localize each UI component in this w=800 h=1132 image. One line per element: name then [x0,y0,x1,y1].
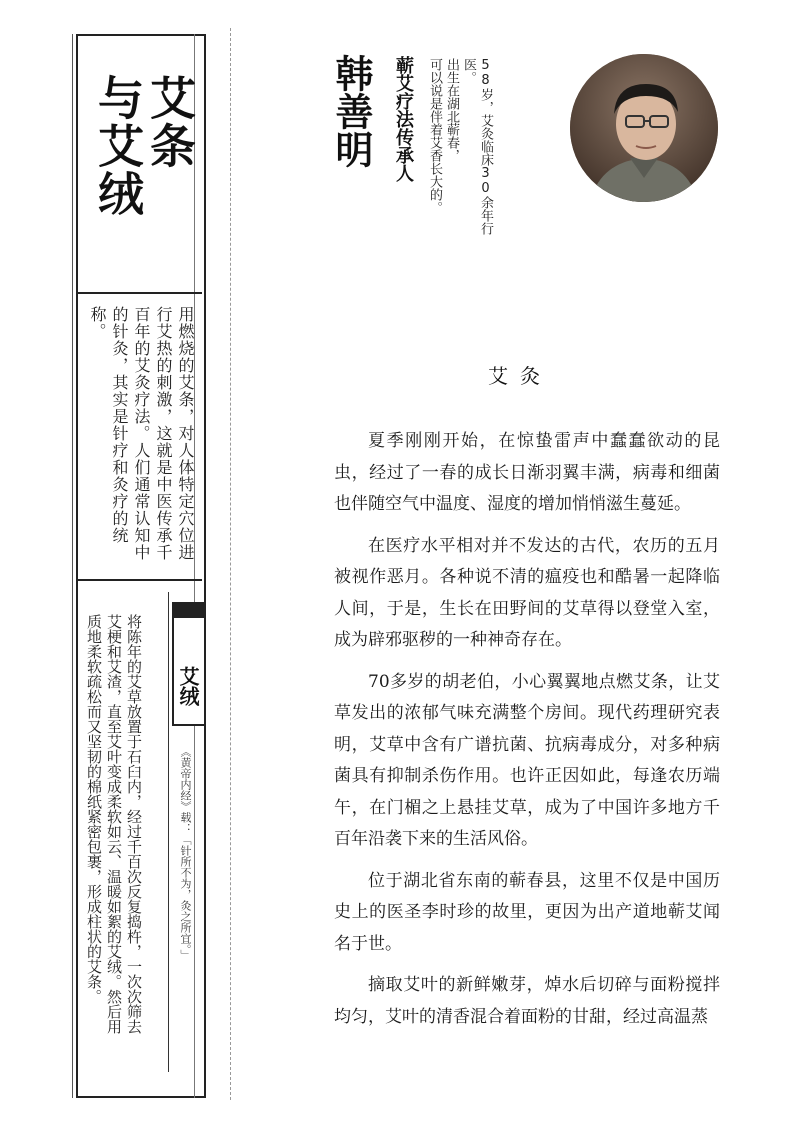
profile-bio-line1: 58岁，艾灸临床30余年行医。 [461,58,493,235]
portrait-illustration [570,54,718,202]
profile-name: 韩善明 [329,54,374,168]
sidebar-divider [78,579,202,581]
sidebar-label-stripe [172,602,206,616]
profile-role: 蕲艾疗法传承人 [393,56,414,182]
sidebar-label: 艾绒 [176,666,200,706]
sidebar-intro: 用燃烧的艾条，对人体特定穴位进行艾热的刺激，这就是中医传承千百年的艾灸疗法。人们通常认知中的针灸，其实是针疗和灸疗的统称。 [88,306,195,561]
sidebar-title-line2: 与艾绒 [91,74,145,218]
sidebar-title [92,74,196,284]
profile-bio-line3: 可以说是伴着艾香长大的。 [427,58,442,214]
article-paragraph: 在医疗水平相对并不发达的古代，农历的五月被视作恶月。各种说不清的瘟疫也和酷暑一起降临人间，于是，生长在田野间的艾草得以登堂入室，成为辟邪驱秽的一种神奇存在。 [334,535,720,650]
sidebar-body-col-b: 艾梗和艾渣，直至艾叶变成柔软如云、温暖如絮的艾绒。然后用 [105,614,123,1034]
column-separator [230,28,231,1100]
sidebar-title-box [78,44,202,294]
article-paragraph: 摘取艾叶的新鲜嫩芽，焯水后切碎与面粉搅拌均匀，艾叶的清香混合着面粉的甘甜，经过高温蒸 [334,975,720,1027]
sidebar-panel [76,34,210,1098]
article-paragraph: 位于湖北省东南的蕲春县，这里不仅是中国历史上的医圣李时珍的故里，更因为出产道地蕲艾闻名于世。 [334,870,720,954]
article-paragraph: 夏季刚刚开始，在惊蛰雷声中蠢蠢欲动的昆虫，经过了一春的成长日渐羽翼丰满，病毒和细菌也伴随空气中温度、湿度的增加悄悄滋生蔓延。 [334,431,720,514]
article-body [334,426,720,1043]
sidebar-body-col-a: 将陈年的艾草放置于石臼内，经过千百次反复捣杵，一次次筛去 [125,614,143,1034]
sidebar-quote: 《黄帝内经》载：「针所不为，灸之所宜。」 [179,746,192,961]
sidebar-title-line1: 艾条 [143,74,197,170]
sidebar-body-col-c: 质地柔软疏松而又坚韧的棉纸紧密包裹，形成柱状的艾条。 [85,614,103,1004]
portrait-photo [570,54,718,202]
sidebar-left-rule [72,34,73,1098]
sidebar-column-rule [168,592,169,1072]
profile-bio [426,58,494,258]
profile-bio-line2: 出生在湖北蕲春， [444,58,459,162]
article-title: 艾灸 [488,364,552,388]
article-paragraph: 70多岁的胡老伯，小心翼翼地点燃艾条，让艾草发出的浓郁气味充满整个房间。现代药理研究表明，艾草中含有广谱抗菌、抗病毒成分，对多种病菌具有抑制杀伤作用。也许正因如此，每逢农历端午，在门楣之上悬挂艾草，成为了中国许多地方千百年沿袭下来的生活风俗。 [334,671,720,849]
sidebar-body [84,614,144,1034]
